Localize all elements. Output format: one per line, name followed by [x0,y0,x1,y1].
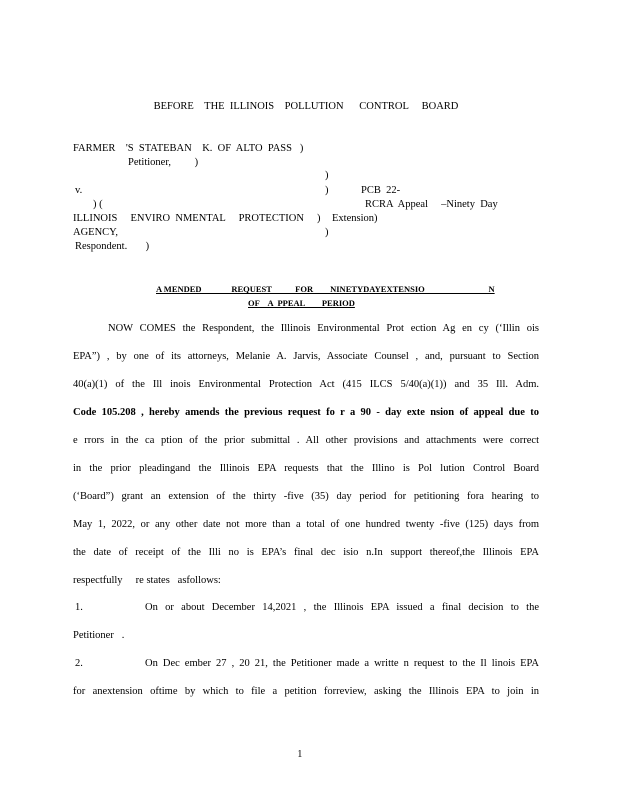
body-line: On Dec ember 27 , 20 21, the Petitioner made a writte n request to the Il linois EPA [145,658,539,669]
caption-paren: ) ( [93,199,103,210]
page-number: 1 [297,749,303,760]
body-line: 40(a)(1) of the Ill inois Environmental Protection Act (415 ILCS 5/40(a)(1)) and 35 Ill. Adm. [73,379,539,390]
paragraph-number: 2. [75,658,83,669]
caption-versus: v. [75,185,83,196]
body-line: On or about December 14,2021 , the Illinois EPA issued a final decision to the [145,602,539,613]
body-line: in the prior pleadingand the Illinois EPA requests that the Illino is Pol lution Control Board [73,463,539,474]
body-line: Petitioner . [73,630,125,641]
body-line: e rrors in the ca ption of the prior submittal . All other provisions and attachments were correct [73,435,539,446]
body-line: (‘Board”) grant an extension of the thirty -five (35) day period for petitioning fora hearing to [73,491,539,502]
paragraph-number: 1. [75,602,83,613]
caption-petitioner-label: Petitioner, ) [128,157,199,168]
body-line: Code 105.208 , hereby amends the previous request fo r a 90 - day exte nsion of appeal due to [73,407,539,418]
body-line: NOW COMES the Respondent, the Illinois Environmental Prot ection Ag en cy (‘Illin ois [108,323,539,334]
document-title-line2: OF A PPEAL PERIOD [248,298,355,308]
body-line: for anextension oftime by which to file a petition forreview, asking the Illinois EPA to join in [73,686,539,697]
caption-paren: ) [325,170,329,181]
caption-paren: ) [325,185,329,196]
body-line: respectfully re states asfollows: [73,575,221,586]
caption-petitioner-name: FARMER 'S STATEBAN K. OF ALTO PASS ) [73,143,304,154]
document-title-line1: A MENDED REQUEST FOR NINETYDAYEXTENSIO N [156,284,495,294]
case-number: PCB 22- [361,185,401,196]
court-title: BEFORE THE ILLINOIS POLLUTION CONTROL BOARD [153,101,459,112]
case-type: RCRA Appeal –Ninety Day [365,199,498,210]
caption-paren: ) [325,227,329,238]
case-type-continued: Extension) [332,213,378,224]
caption-respondent-name-continued: AGENCY, [73,227,119,238]
caption-respondent-label: Respondent. ) [75,241,150,252]
caption-respondent-name: ILLINOIS ENVIRO NMENTAL PROTECTION ) [73,213,321,224]
body-line: May 1, 2022, or any other date not more than a total of one hundred twenty -five (125) days from [73,519,539,530]
body-line: EPA”) , by one of its attorneys, Melanie A. Jarvis, Associate Counsel , and, pursuant to Section [73,351,539,362]
body-line: the date of receipt of the Illi no is EPA’s final dec isio n.In support thereof,the Illinois EPA [73,547,539,558]
